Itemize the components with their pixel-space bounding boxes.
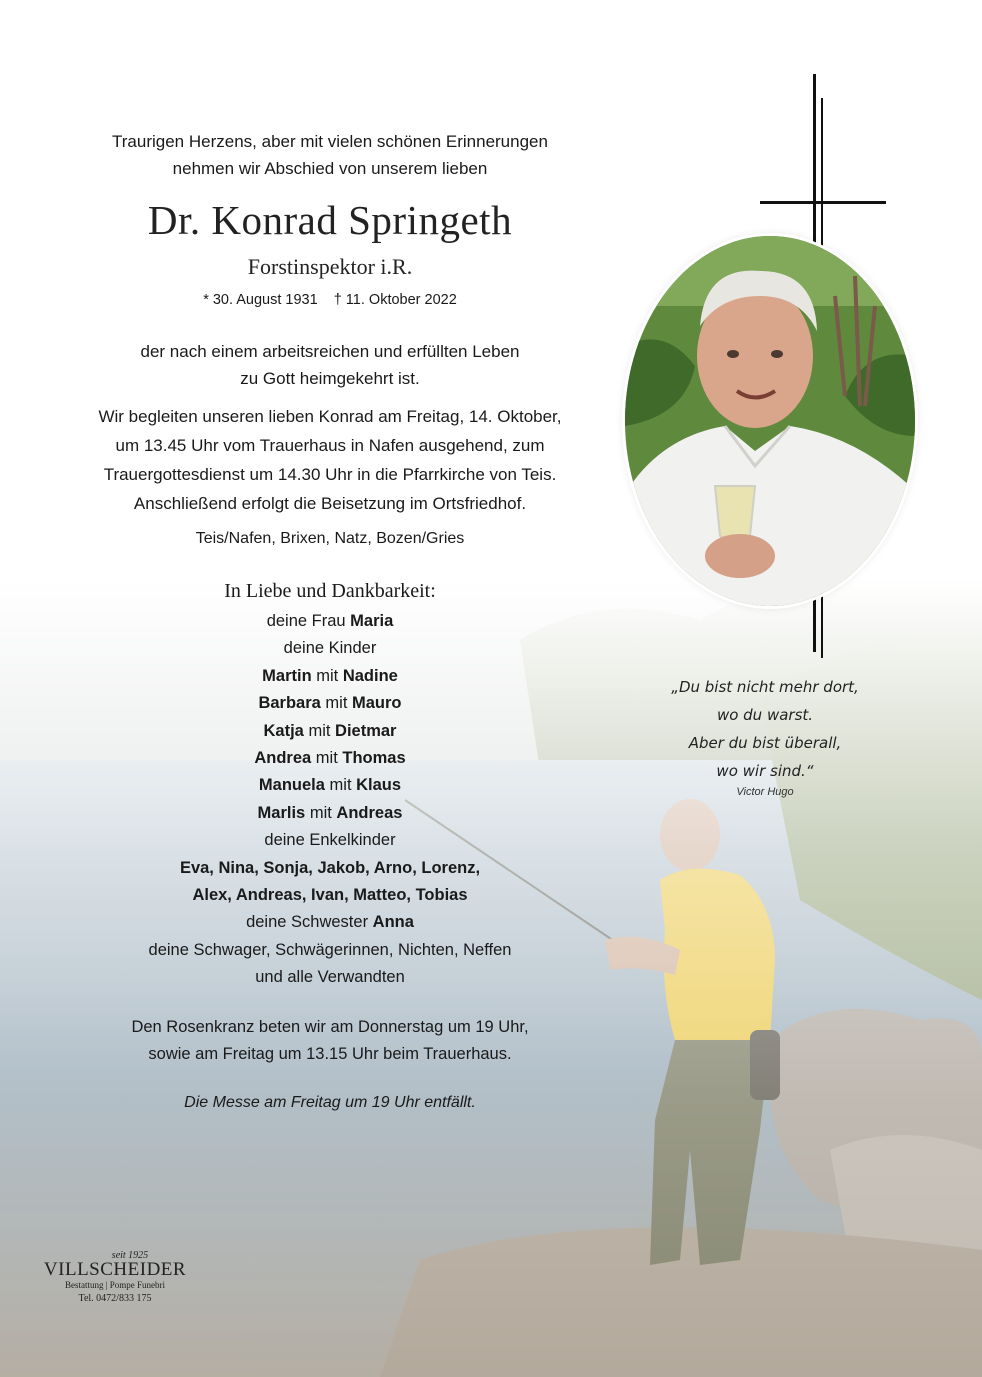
- children-label: deine Kinder: [283, 639, 377, 658]
- logo-since: seit 1925: [111, 1250, 149, 1261]
- rosary-text: [60, 1014, 600, 1068]
- mit-word: mit: [311, 749, 343, 768]
- child-name: Manuela: [258, 776, 325, 795]
- child-name: Katja: [263, 721, 304, 740]
- death-date: † 11. Oktober 2022: [333, 292, 457, 308]
- intro-line-2: nehmen wir Abschied von unserem lieben: [172, 159, 488, 178]
- grandchildren-names-1: Eva, Nina, Sonja, Jakob, Arno, Lorenz,: [179, 858, 481, 877]
- logo-name: VILLSCHEIDER: [43, 1259, 187, 1280]
- partner-name: Nadine: [342, 666, 398, 685]
- cross-horizontal-bar: [760, 201, 886, 204]
- funeral-home-logo: [40, 1250, 190, 1306]
- deceased-title: Forstinspektor i.R.: [247, 254, 413, 279]
- mit-word: mit: [324, 776, 357, 795]
- rosary-line-2: sowie am Freitag um 13.15 Uhr beim Trauerhaus.: [148, 1045, 512, 1063]
- mit-word: mit: [320, 694, 353, 713]
- child-name: Marlis: [257, 803, 306, 822]
- mourner-couple: [60, 690, 600, 717]
- wife-name: Maria: [350, 612, 394, 630]
- grandchildren-names-2: Alex, Andreas, Ivan, Matteo, Tobias: [192, 886, 468, 905]
- mourner-couple: [60, 772, 600, 799]
- places-text: Teis/Nafen, Brixen, Natz, Bozen/Gries: [195, 530, 465, 547]
- life-dates: [60, 292, 600, 308]
- return-to-god-text: [60, 338, 600, 392]
- partner-name: Dietmar: [335, 721, 397, 740]
- quote-author: Victor Hugo: [736, 786, 794, 798]
- child-name: Andrea: [254, 749, 312, 768]
- logo-subtitle: Bestattung | Pompe Funebri: [64, 1280, 166, 1290]
- intro-line-1: Traurigen Herzens, aber mit vielen schönen Erinnerungen: [112, 132, 548, 151]
- funeral-line-2: um 13.45 Uhr vom Trauerhaus in Nafen ausgehend, zum: [115, 436, 545, 455]
- sister-prefix: deine Schwester: [246, 913, 373, 932]
- return-line-1: der nach einem arbeitsreichen und erfüllten Leben: [140, 342, 520, 361]
- grandchildren-label: deine Enkelkinder: [264, 831, 396, 850]
- return-line-2: zu Gott heimgekehrt ist.: [240, 369, 420, 388]
- grandchildren-line-2: [60, 882, 600, 909]
- funeral-details: [60, 402, 600, 518]
- mass-note: Die Messe am Freitag um 19 Uhr entfällt.: [184, 1094, 476, 1111]
- quote-line-3: Aber du bist überall,: [688, 734, 842, 752]
- quote-text: [640, 673, 890, 785]
- mourner-couple: [60, 745, 600, 772]
- mit-word: mit: [311, 666, 343, 685]
- partner-name: Mauro: [352, 694, 402, 713]
- partner-name: Thomas: [342, 749, 406, 768]
- funeral-line-3: Trauergottesdienst um 14.30 Uhr in die Pfarrkirche von Teis.: [103, 465, 557, 484]
- quote-line-4: wo wir sind.“: [716, 762, 814, 780]
- child-name: Barbara: [258, 694, 321, 713]
- mourners-list: [60, 608, 600, 992]
- mourner-couple: [60, 718, 600, 745]
- mit-word: mit: [303, 721, 336, 740]
- mit-word: mit: [305, 803, 337, 822]
- partner-name: Klaus: [356, 776, 402, 795]
- funeral-line-1: Wir begleiten unseren lieben Konrad am Freitag, 14. Oktober,: [98, 407, 562, 426]
- mourner-couple: [60, 663, 600, 690]
- quote-line-2: wo du warst.: [716, 706, 814, 724]
- relatives-line: und alle Verwandten: [255, 968, 405, 987]
- grandchildren-line-1: [60, 855, 600, 882]
- portrait-photo: [625, 236, 915, 606]
- thanks-heading: In Liebe und Dankbarkeit:: [224, 580, 436, 602]
- partner-name: Andreas: [336, 803, 403, 822]
- mourner-sister: [60, 909, 600, 936]
- sister-name: Anna: [372, 913, 414, 932]
- mourner-wife: [60, 608, 600, 635]
- rosary-line-1: Den Rosenkranz beten wir am Donnerstag um 19 Uhr,: [131, 1018, 529, 1036]
- birth-date: * 30. August 1931: [203, 292, 318, 308]
- quote-line-1: „Du bist nicht mehr dort,: [671, 678, 859, 696]
- mourner-couple: [60, 800, 600, 827]
- child-name: Martin: [262, 666, 312, 685]
- wife-prefix: deine Frau: [266, 612, 351, 630]
- funeral-line-4: Anschließend erfolgt die Beisetzung im Ortsfriedhof.: [133, 494, 527, 513]
- deceased-name: Dr. Konrad Springeth: [147, 197, 513, 243]
- inlaws-line: deine Schwager, Schwägerinnen, Nichten, Neffen: [148, 940, 512, 959]
- logo-phone: Tel. 0472/833 175: [78, 1293, 152, 1304]
- intro-text: [60, 128, 600, 182]
